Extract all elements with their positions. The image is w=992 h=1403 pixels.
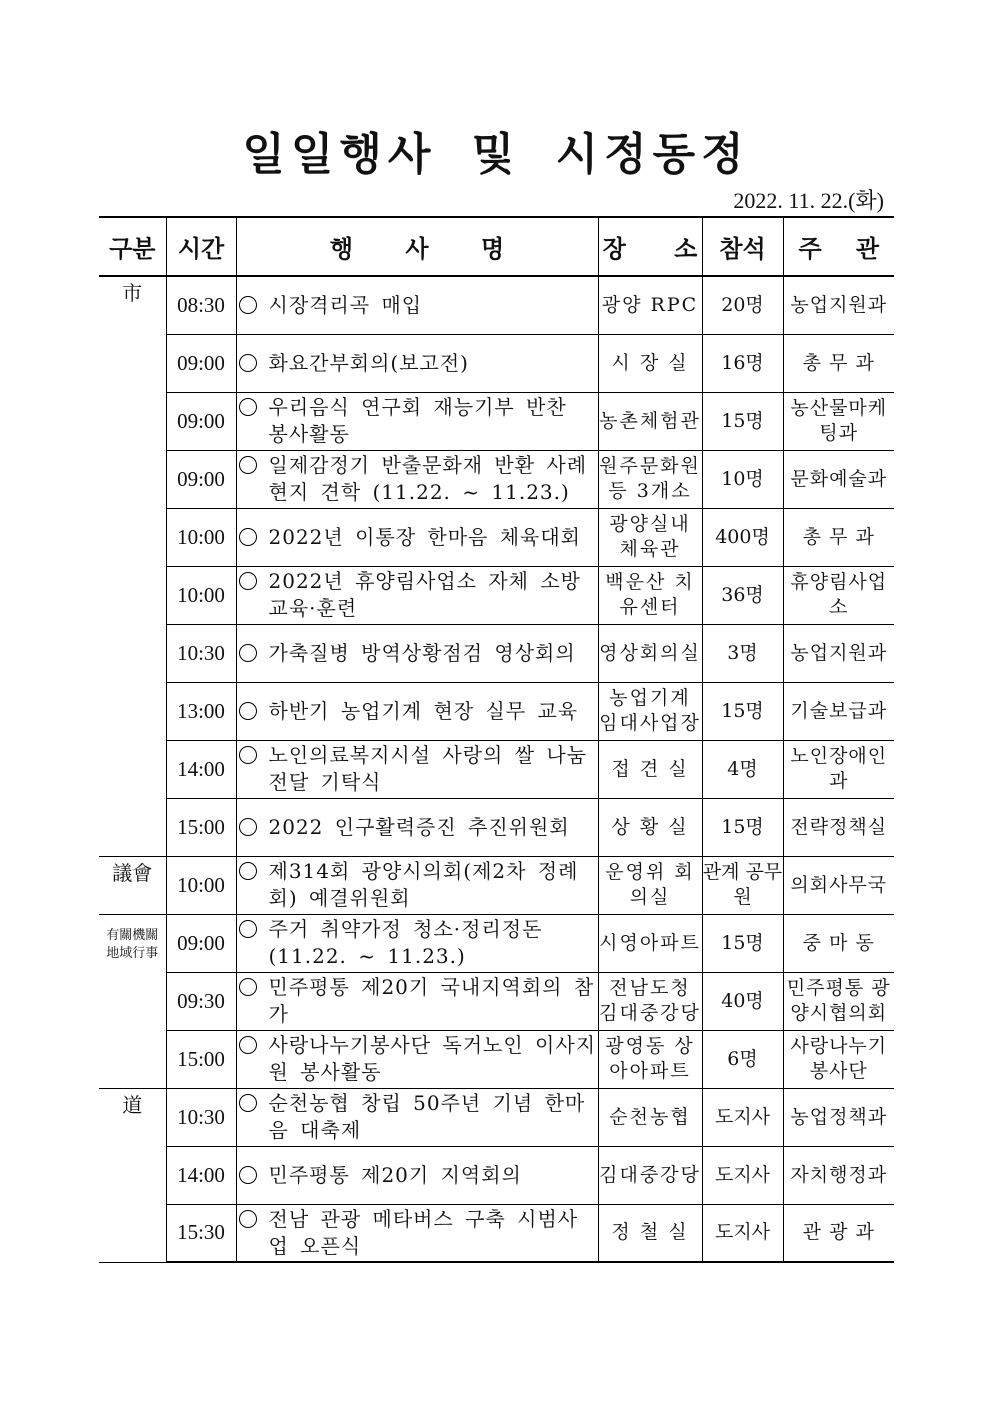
attendance-cell: 도지사 [702,1088,783,1146]
bullet-circle-icon [239,398,257,416]
table-row [99,1204,894,1262]
event-cell [236,450,598,508]
attendance-cell: 4명 [702,740,783,798]
header-category: 구분 [99,217,166,276]
header-organizer: 주 관 [783,217,894,276]
attendance-cell: 10명 [702,450,783,508]
organizer-cell: 총 무 과 [783,508,894,566]
location-cell: 농촌체험관 [598,392,702,450]
organizer-cell: 노인장애인과 [783,740,894,798]
table-header-row [99,217,894,276]
table-row [99,392,894,450]
attendance-cell: 40명 [702,972,783,1030]
location-cell: 정 철 실 [598,1204,702,1262]
location-cell: 시영아파트 [598,914,702,972]
event-name: 하반기 농업기계 현장 실무 교육 [268,698,579,723]
event-cell [236,682,598,740]
location-cell: 순천농협 [598,1088,702,1146]
table-row [99,972,894,1030]
attendance-cell: 16명 [702,334,783,392]
time-cell: 09:00 [166,334,236,392]
time-cell: 09:00 [166,392,236,450]
attendance-cell: 15명 [702,914,783,972]
event-name: 2022년 이통장 한마음 체육대회 [268,524,581,549]
time-cell: 15:00 [166,798,236,856]
event-cell [236,566,598,624]
event-name: 시장격리곡 매입 [268,292,423,317]
attendance-cell: 20명 [702,276,783,334]
organizer-cell: 농산물마케팅과 [783,392,894,450]
document-date: 2022. 11. 22.(화) [733,188,884,213]
table-row [99,450,894,508]
time-cell: 10:00 [166,508,236,566]
time-cell: 15:00 [166,1030,236,1088]
bullet-circle-icon [239,456,257,474]
event-name: 사랑나누기봉사단 독거노인 이사지원 봉사활동 [268,1033,597,1084]
location-cell: 접 견 실 [598,740,702,798]
location-cell: 상 황 실 [598,798,702,856]
category-cell: 議會 [99,856,166,914]
organizer-cell: 농업지원과 [783,276,894,334]
table-row [99,1088,894,1146]
table-row [99,1146,894,1204]
bullet-circle-icon [239,1094,257,1112]
attendance-cell: 36명 [702,566,783,624]
event-name: 우리음식 연구회 재능기부 반찬 봉사활동 [268,395,567,446]
event-name: 2022년 휴양림사업소 자체 소방교육·훈련 [268,569,581,620]
table-row [99,508,894,566]
time-cell: 13:00 [166,682,236,740]
bullet-circle-icon [239,528,257,546]
attendance-cell: 도지사 [702,1204,783,1262]
attendance-cell: 도지사 [702,1146,783,1204]
organizer-cell: 민주평통 광양시협의회 [783,972,894,1030]
bullet-circle-icon [239,702,257,720]
event-name: 순천농협 창립 50주년 기념 한마음 대축제 [268,1091,586,1142]
header-time: 시간 [166,217,236,276]
category-cell: 道 [99,1088,166,1262]
attendance-cell: 15명 [702,682,783,740]
location-cell: 시 장 실 [598,334,702,392]
event-cell [236,624,598,682]
table-row [99,740,894,798]
bullet-circle-icon [239,978,257,996]
organizer-cell: 기술보급과 [783,682,894,740]
event-cell [236,798,598,856]
event-cell [236,392,598,450]
schedule-table [99,216,894,1263]
location-cell: 농업기계 임대사업장 [598,682,702,740]
organizer-cell: 문화예술과 [783,450,894,508]
time-cell: 09:00 [166,914,236,972]
organizer-cell: 중 마 동 [783,914,894,972]
table-row [99,276,894,334]
attendance-cell: 400명 [702,508,783,566]
event-cell [236,276,598,334]
event-cell [236,740,598,798]
time-cell: 10:00 [166,566,236,624]
time-cell: 10:30 [166,624,236,682]
time-cell: 14:00 [166,740,236,798]
bullet-circle-icon [239,296,257,314]
bullet-circle-icon [239,1166,257,1184]
event-cell [236,1088,598,1146]
event-name: 일제감정기 반출문화재 반환 사례 현지 견학 (11.22. ~ 11.23.) [268,453,588,504]
bullet-circle-icon [239,644,257,662]
bullet-circle-icon [239,1210,257,1228]
event-cell [236,1204,598,1262]
location-cell: 김대중강당 [598,1146,702,1204]
time-cell: 14:00 [166,1146,236,1204]
bullet-circle-icon [239,746,257,764]
location-cell: 원주문화원 등 3개소 [598,450,702,508]
attendance-cell: 3명 [702,624,783,682]
location-cell: 전남도청 김대중강당 [598,972,702,1030]
location-cell: 운영위 회의실 [598,856,702,914]
bullet-circle-icon [239,572,257,590]
location-cell: 광영동 상아아파트 [598,1030,702,1088]
table-row [99,798,894,856]
time-cell: 08:30 [166,276,236,334]
schedule-body [99,276,894,1262]
organizer-cell: 전략정책실 [783,798,894,856]
organizer-cell: 농업정책과 [783,1088,894,1146]
event-name: 가축질병 방역상황점검 영상회의 [268,640,576,665]
event-name: 노인의료복지시설 사랑의 쌀 나눔 전달 기탁식 [268,743,588,794]
organizer-cell: 자치행정과 [783,1146,894,1204]
event-cell [236,972,598,1030]
category-cell: 市 [99,276,166,856]
event-cell [236,1146,598,1204]
location-cell: 영상회의실 [598,624,702,682]
table-row [99,682,894,740]
event-cell [236,1030,598,1088]
event-name: 주거 취약가정 청소·정리정돈 (11.22. ~ 11.23.) [268,917,543,968]
table-row [99,1030,894,1088]
event-name: 화요간부회의(보고전) [268,350,469,375]
organizer-cell: 농업지원과 [783,624,894,682]
time-cell: 10:00 [166,856,236,914]
table-row [99,334,894,392]
bullet-circle-icon [239,920,257,938]
organizer-cell: 의회사무국 [783,856,894,914]
event-name: 2022 인구활력증진 추진위원회 [268,814,570,839]
location-cell: 백운산 치유센터 [598,566,702,624]
event-cell [236,334,598,392]
organizer-cell: 휴양림사업소 [783,566,894,624]
header-event: 행 사 명 [236,217,598,276]
table-row [99,914,894,972]
bullet-circle-icon [239,862,257,880]
time-cell: 09:00 [166,450,236,508]
organizer-cell: 관 광 과 [783,1204,894,1262]
header-attendance: 참석 [702,217,783,276]
event-name: 제314회 광양시의회(제2차 정례회) 예결위원회 [268,859,579,910]
bullet-circle-icon [239,818,257,836]
attendance-cell: 6명 [702,1030,783,1088]
attendance-cell: 관계 공무원 [702,856,783,914]
page-title: 일일행사 및 시정동정 [242,129,750,180]
event-name: 민주평통 제20기 국내지역회의 참가 [268,975,595,1026]
table-row [99,624,894,682]
organizer-cell: 총 무 과 [783,334,894,392]
time-cell: 15:30 [166,1204,236,1262]
category-cell: 有關機關 地域行事 [99,914,166,1088]
event-name: 전남 관광 메타버스 구축 시범사업 오픈식 [268,1206,579,1258]
event-cell [236,508,598,566]
organizer-cell: 사랑나누기 봉사단 [783,1030,894,1088]
attendance-cell: 15명 [702,798,783,856]
header-location: 장 소 [598,217,702,276]
table-row [99,566,894,624]
location-cell: 광양 RPC [598,276,702,334]
time-cell: 10:30 [166,1088,236,1146]
event-cell [236,856,598,914]
location-cell: 광양실내 체육관 [598,508,702,566]
event-cell [236,914,598,972]
attendance-cell: 15명 [702,392,783,450]
bullet-circle-icon [239,1036,257,1054]
event-name: 민주평통 제20기 지역회의 [268,1162,522,1187]
bullet-circle-icon [239,354,257,372]
time-cell: 09:30 [166,972,236,1030]
table-row [99,856,894,914]
